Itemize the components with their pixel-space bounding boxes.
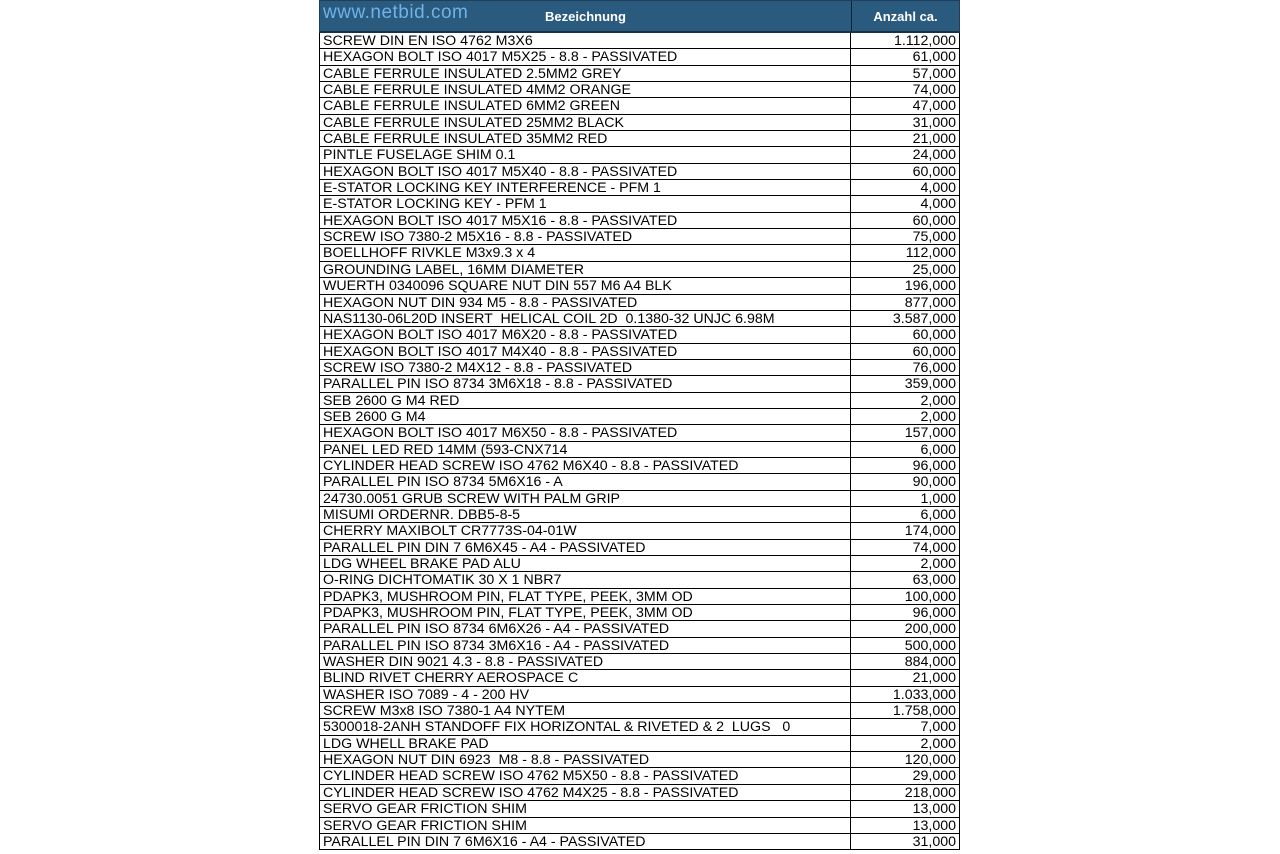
cell-description: WUERTH 0340096 SQUARE NUT DIN 557 M6 A4 BLK (320, 278, 851, 293)
cell-description: CABLE FERRULE INSULATED 6MM2 GREEN (320, 98, 851, 113)
cell-description: CABLE FERRULE INSULATED 35MM2 RED (320, 131, 851, 146)
cell-description: CYLINDER HEAD SCREW ISO 4762 M6X40 - 8.8 - PASSIVATED (320, 458, 851, 473)
table-row (320, 33, 959, 49)
table-row (320, 49, 959, 65)
cell-quantity: 877,000 (904, 294, 956, 311)
cell-quantity: 63,000 (912, 572, 956, 589)
table-row (320, 752, 959, 768)
table-row (320, 687, 959, 703)
cell-quantity: 21,000 (912, 131, 956, 148)
cell-quantity: 6,000 (920, 441, 956, 458)
cell-quantity: 31,000 (912, 833, 956, 850)
cell-description: WASHER DIN 9021 4.3 - 8.8 - PASSIVATED (320, 654, 851, 669)
cell-description: BLIND RIVET CHERRY AEROSPACE C (320, 670, 851, 685)
cell-description: SEB 2600 G M4 RED (320, 393, 851, 408)
cell-quantity: 74,000 (912, 539, 956, 556)
table-row (320, 768, 959, 784)
cell-quantity: 2,000 (920, 556, 956, 572)
cell-quantity: 60,000 (912, 327, 956, 344)
cell-description: PARALLEL PIN ISO 8734 6M6X26 - A4 - PASSIVATED (320, 621, 851, 636)
cell-description: PARALLEL PIN ISO 8734 5M6X16 - A (320, 474, 851, 489)
table-row (320, 507, 959, 523)
table-row (320, 442, 959, 458)
cell-quantity: 500,000 (904, 637, 956, 654)
table-row (320, 785, 959, 801)
cell-quantity: 1.033,000 (892, 686, 956, 703)
cell-quantity: 75,000 (912, 229, 956, 246)
cell-quantity: 884,000 (904, 654, 956, 671)
cell-description: SCREW ISO 7380-2 M5X16 - 8.8 - PASSIVATED (320, 229, 851, 244)
cell-quantity: 7,000 (920, 719, 956, 736)
cell-description: HEXAGON BOLT ISO 4017 M5X16 - 8.8 - PASSIVATED (320, 213, 851, 228)
cell-description: NAS1130-06L20D INSERT HELICAL COIL 2D 0.1380-32 UNJC 6.98M (320, 311, 851, 326)
table-row (320, 131, 959, 147)
header-description: Bezeichnung (320, 1, 852, 31)
table-row (320, 180, 959, 196)
cell-description: MISUMI ORDERNR. DBB5-8-5 (320, 507, 851, 522)
cell-description: SERVO GEAR FRICTION SHIM (320, 801, 851, 816)
cell-description: SCREW M3x8 ISO 7380-1 A4 NYTEM (320, 703, 851, 718)
table-row (320, 458, 959, 474)
table-row (320, 523, 959, 539)
cell-description: CYLINDER HEAD SCREW ISO 4762 M5X50 - 8.8 - PASSIVATED (320, 768, 851, 783)
table-row (320, 818, 959, 834)
cell-quantity: 74,000 (912, 82, 956, 99)
cell-quantity: 96,000 (912, 457, 956, 474)
cell-description: SCREW ISO 7380-2 M4X12 - 8.8 - PASSIVATED (320, 360, 851, 375)
cell-description: BOELLHOFF RIVKLE M3x9.3 x 4 (320, 245, 851, 260)
cell-description: PANEL LED RED 14MM (593-CNX714 (320, 442, 851, 457)
table-row (320, 245, 959, 261)
cell-description: CHERRY MAXIBOLT CR7773S-04-01W (320, 523, 851, 538)
table-row (320, 376, 959, 392)
cell-description: PARALLEL PIN ISO 8734 3M6X16 - A4 - PASSIVATED (320, 638, 851, 653)
table-row (320, 589, 959, 605)
table-row (320, 262, 959, 278)
table-row (320, 147, 959, 163)
cell-quantity: 1.758,000 (892, 703, 956, 720)
table-row (320, 605, 959, 621)
cell-quantity: 96,000 (912, 605, 956, 622)
cell-description: HEXAGON BOLT ISO 4017 M5X40 - 8.8 - PASSIVATED (320, 164, 851, 179)
cell-quantity: 1.112,000 (893, 33, 956, 49)
cell-quantity: 359,000 (904, 376, 956, 393)
cell-quantity: 31,000 (912, 114, 956, 131)
cell-quantity: 174,000 (904, 523, 956, 540)
cell-quantity: 4,000 (920, 180, 956, 197)
cell-quantity: 60,000 (912, 343, 956, 360)
cell-quantity: 1,000 (920, 490, 956, 507)
table-row (320, 213, 959, 229)
cell-description: 24730.0051 GRUB SCREW WITH PALM GRIP (320, 491, 851, 506)
cell-quantity: 76,000 (912, 359, 956, 376)
cell-description: HEXAGON NUT DIN 6923 M8 - 8.8 - PASSIVATED (320, 752, 851, 767)
cell-quantity: 60,000 (912, 212, 956, 229)
cell-description: HEXAGON BOLT ISO 4017 M4X40 - 8.8 - PASSIVATED (320, 344, 851, 359)
table-row (320, 409, 959, 425)
cell-description: CABLE FERRULE INSULATED 25MM2 BLACK (320, 115, 851, 130)
table-row (320, 670, 959, 686)
table-row (320, 344, 959, 360)
cell-description: LDG WHEEL BRAKE PAD ALU (320, 556, 851, 571)
table-row (320, 425, 959, 441)
table-row (320, 360, 959, 376)
table-row (320, 703, 959, 719)
cell-description: PDAPK3, MUSHROOM PIN, FLAT TYPE, PEEK, 3MM OD (320, 605, 851, 620)
header-quantity: Anzahl ca. (873, 8, 938, 24)
cell-quantity: 61,000 (912, 49, 956, 66)
table-row (320, 654, 959, 670)
cell-quantity: 57,000 (912, 65, 956, 82)
cell-quantity: 25,000 (912, 261, 956, 278)
table-row (320, 474, 959, 490)
table-header (319, 0, 960, 33)
cell-description: PARALLEL PIN ISO 8734 3M6X18 - 8.8 - PASSIVATED (320, 376, 851, 391)
cell-description: HEXAGON NUT DIN 934 M5 - 8.8 - PASSIVATED (320, 295, 851, 310)
cell-description: WASHER ISO 7089 - 4 - 200 HV (320, 687, 851, 702)
watermark-text: www.netbid.com (323, 2, 469, 23)
table-row (320, 572, 959, 588)
table-row (320, 393, 959, 409)
cell-quantity: 90,000 (912, 474, 956, 491)
cell-quantity: 13,000 (912, 817, 956, 834)
cell-quantity: 157,000 (904, 425, 956, 442)
cell-description: CABLE FERRULE INSULATED 4MM2 ORANGE (320, 82, 851, 97)
cell-quantity: 4,000 (920, 196, 956, 213)
table-row (320, 801, 959, 817)
table-body (319, 33, 960, 850)
cell-description: PARALLEL PIN DIN 7 6M6X16 - A4 - PASSIVATED (320, 834, 851, 849)
table-row (320, 82, 959, 98)
table-row (320, 66, 959, 82)
cell-quantity: 2,000 (920, 735, 956, 752)
table-row (320, 278, 959, 294)
cell-description: PINTLE FUSELAGE SHIM 0.1 (320, 147, 851, 162)
cell-description: SEB 2600 G M4 (320, 409, 851, 424)
cell-description: O-RING DICHTOMATIK 30 X 1 NBR7 (320, 572, 851, 587)
cell-description: LDG WHELL BRAKE PAD (320, 736, 851, 751)
cell-description: PARALLEL PIN DIN 7 6M6X45 - A4 - PASSIVATED (320, 540, 851, 555)
cell-quantity: 100,000 (904, 588, 956, 605)
cell-quantity: 120,000 (904, 752, 956, 769)
cell-quantity: 60,000 (912, 163, 956, 180)
cell-quantity: 112,000 (905, 245, 956, 262)
cell-quantity: 47,000 (912, 98, 956, 115)
table-row (320, 196, 959, 212)
cell-description: HEXAGON BOLT ISO 4017 M6X20 - 8.8 - PASSIVATED (320, 327, 851, 342)
table-row (320, 540, 959, 556)
table-row (320, 834, 959, 850)
cell-quantity: 200,000 (904, 621, 956, 638)
cell-quantity: 13,000 (912, 801, 956, 818)
table-row (320, 229, 959, 245)
cell-description: 5300018-2ANH STANDOFF FIX HORIZONTAL & RIVETED & 2 LUGS 0 (320, 719, 851, 734)
table-row (320, 621, 959, 637)
inventory-sheet (319, 0, 960, 854)
cell-description: SERVO GEAR FRICTION SHIM (320, 818, 851, 833)
table-row (320, 98, 959, 114)
cell-quantity: 2,000 (920, 408, 956, 425)
cell-description: E-STATOR LOCKING KEY - PFM 1 (320, 196, 851, 211)
cell-quantity: 2,000 (920, 392, 956, 409)
cell-quantity: 29,000 (912, 768, 956, 785)
cell-description: GROUNDING LABEL, 16MM DIAMETER (320, 262, 851, 277)
cell-description: CYLINDER HEAD SCREW ISO 4762 M4X25 - 8.8 - PASSIVATED (320, 785, 851, 800)
cell-description: HEXAGON BOLT ISO 4017 M5X25 - 8.8 - PASSIVATED (320, 49, 851, 64)
table-row (320, 736, 959, 752)
table-row (320, 311, 959, 327)
table-row (320, 164, 959, 180)
cell-quantity: 218,000 (904, 784, 956, 801)
table-row (320, 638, 959, 654)
table-row (320, 115, 959, 131)
cell-quantity: 6,000 (920, 506, 956, 523)
cell-quantity: 21,000 (912, 670, 956, 687)
cell-description: E-STATOR LOCKING KEY INTERFERENCE - PFM 1 (320, 180, 851, 195)
cell-quantity: 3.587,000 (892, 310, 956, 327)
table-row (320, 327, 959, 343)
table-row (320, 556, 959, 572)
table-row (320, 295, 959, 311)
cell-quantity: 24,000 (912, 147, 956, 164)
cell-description: HEXAGON BOLT ISO 4017 M6X50 - 8.8 - PASSIVATED (320, 425, 851, 440)
cell-description: PDAPK3, MUSHROOM PIN, FLAT TYPE, PEEK, 3MM OD (320, 589, 851, 604)
table-row (320, 719, 959, 735)
cell-quantity: 196,000 (904, 278, 956, 295)
cell-description: SCREW DIN EN ISO 4762 M3X6 (320, 33, 851, 48)
table-row (320, 491, 959, 507)
cell-description: CABLE FERRULE INSULATED 2.5MM2 GREY (320, 66, 851, 81)
